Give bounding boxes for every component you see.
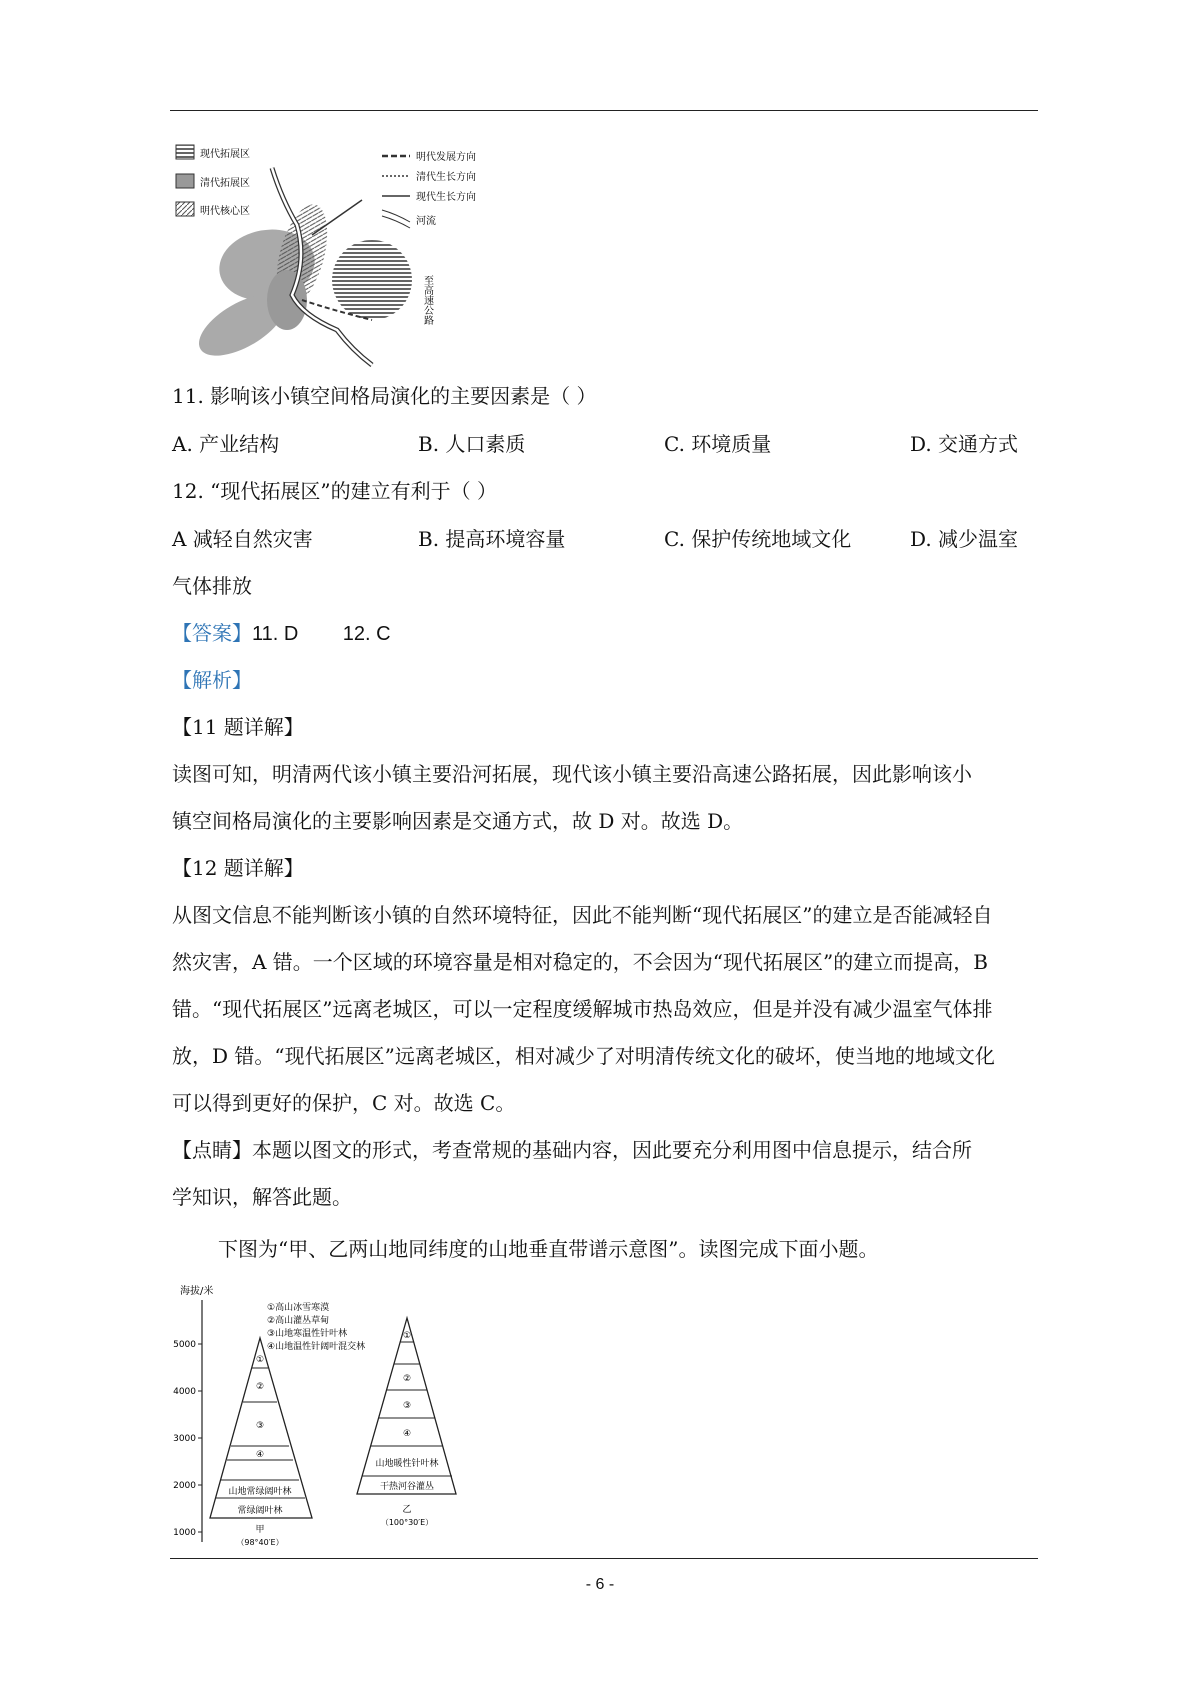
footer-rule [170,1558,1038,1559]
zone-label: ② [402,1374,412,1384]
band-label: 山地暖性针叶林 [375,1459,439,1469]
detail12-line: 放，D 错。“现代拓展区”远离老城区，相对减少了对明清传统文化的破坏，使当地的地域文化 [172,1044,995,1068]
q11-option-c: C. 环境质量 [664,432,772,456]
mountain-a-name: 甲 [255,1525,265,1535]
zonation-legend: ②高山灌丛草甸 [267,1316,330,1326]
q12-option-d: D. 减少温室 [910,527,1019,551]
point-line: 学知识，解答此题。 [172,1185,352,1209]
detail12-line: 错。“现代拓展区”远离老城区，可以一定程度缓解城市热岛效应，但是并没有减少温室气体排 [172,997,993,1021]
detail11-line: 读图可知，明清两代该小镇主要沿河拓展，现代该小镇主要沿高速公路拓展，因此影响该小 [172,762,972,786]
point-line: 【点睛】本题以图文的形式，考查常规的基础内容，因此要充分利用图中信息提示，结合所 [172,1138,972,1162]
legend-qing: 清代拓展区 [200,178,250,189]
answer-text: 11. D 12. C [252,623,391,645]
mountain-b-lon: （100°30′E） [380,1518,434,1527]
answer-tag: 【答案】 [172,623,252,645]
band-label: 常绿阔叶林 [237,1506,283,1516]
header-rule [170,110,1038,111]
mountain-a-lon: （98°40′E） [236,1538,284,1547]
vertical-zonation-diagram [172,1280,462,1550]
town-evolution-map [172,140,492,370]
zone-label: ③ [255,1421,265,1431]
zonation-legend: ①高山冰雪寒漠 [267,1303,330,1313]
zone-label: ③ [402,1401,412,1411]
zone-label: ④ [402,1429,412,1439]
page-number: - 6 - [585,1576,615,1593]
q11-option-a: A. 产业结构 [172,432,280,456]
ytick: 3000 [173,1434,196,1444]
answer-line [172,617,391,646]
detail12-line: 然灾害，A 错。一个区域的环境容量是相对稳定的，不会因为“现代拓展区”的建立而提高，B [172,950,988,974]
q11-option-b: B. 人口素质 [418,432,526,456]
zone-label: ④ [255,1450,265,1460]
map-side-label: 至高速公路 [421,275,433,325]
analysis-tag: 【解析】 [172,668,252,692]
q12-option-c: C. 保护传统地域文化 [664,527,852,551]
legend-qing-dir: 清代生长方向 [416,172,476,183]
intro-text: 下图为“甲、乙两山地同纬度的山地垂直带谱示意图”。读图完成下面小题。 [218,1237,879,1261]
zone-label: ① [255,1355,265,1365]
detail11-line: 镇空间格局演化的主要影响因素是交通方式，故 D 对。故选 D。 [172,809,744,833]
detail12-head: 【12 题详解】 [172,856,304,880]
q11-stem: 11. 影响该小镇空间格局演化的主要因素是（ ） [172,384,597,408]
q12-option-a: A 减轻自然灾害 [172,527,313,551]
q12-option-d-continued: 气体排放 [172,574,252,598]
ytick: 2000 [173,1481,196,1491]
ytick: 4000 [173,1387,196,1397]
legend-ming: 明代核心区 [200,206,250,217]
zonation-legend: ③山地寒温性针叶林 [267,1329,348,1339]
detail11-head: 【11 题详解】 [172,715,304,739]
q12-option-b: B. 提高环境容量 [418,527,566,551]
zone-label: ① [402,1331,412,1341]
zone-label: ② [255,1382,265,1392]
ytick: 1000 [173,1528,196,1538]
band-label: 山地常绿阔叶林 [228,1487,292,1497]
zonation-ylabel: 海拔/米 [180,1286,214,1297]
legend-ming-dir: 明代发展方向 [416,152,476,163]
legend-river: 河流 [416,216,436,227]
q11-option-d: D. 交通方式 [910,432,1019,456]
mountain-b-name: 乙 [402,1505,412,1515]
q12-stem: 12. “现代拓展区”的建立有利于（ ） [172,479,497,503]
detail12-line: 可以得到更好的保护，C 对。故选 C。 [172,1091,516,1115]
zonation-legend: ④山地温性针阔叶混交林 [267,1342,366,1352]
ytick: 5000 [173,1340,196,1350]
legend-modern: 现代拓展区 [200,149,250,160]
legend-modern-dir: 现代生长方向 [416,192,476,203]
band-label: 干热河谷灌丛 [379,1482,435,1492]
detail12-line: 从图文信息不能判断该小镇的自然环境特征，因此不能判断“现代拓展区”的建立是否能减轻自 [172,903,993,927]
